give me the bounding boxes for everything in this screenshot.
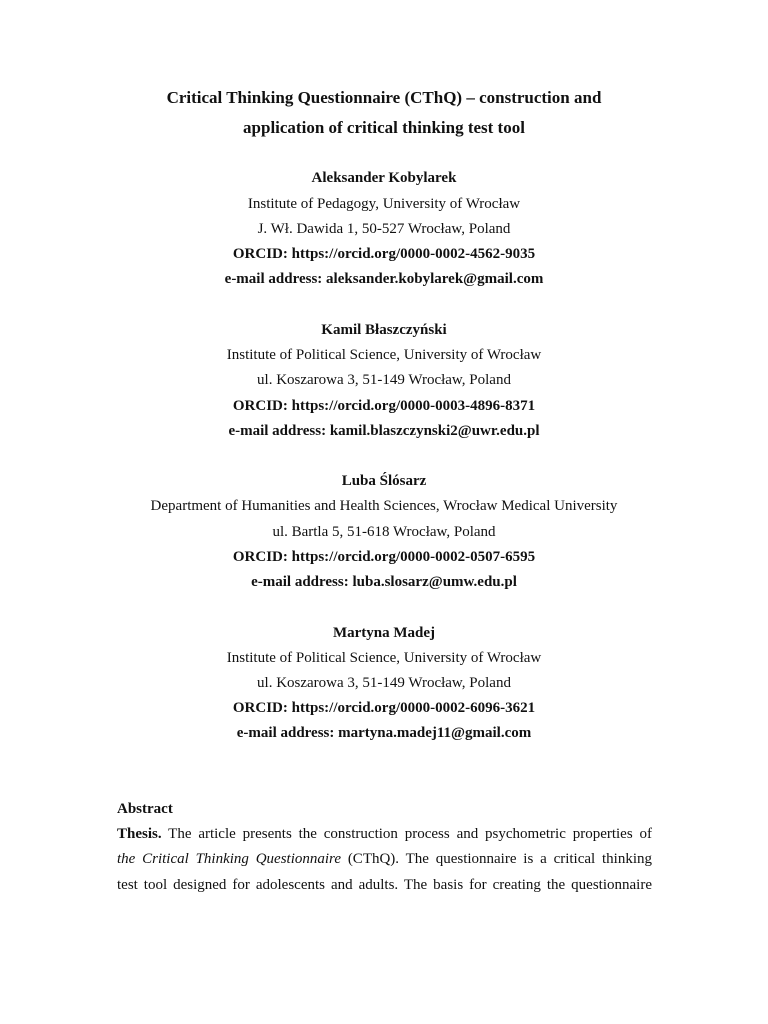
abstract-line (117, 848, 652, 870)
author-orcid: ORCID: https://orcid.org/0000-0002-6096-3621 (232, 700, 536, 716)
author-name: Aleksander Kobylarek (311, 170, 457, 186)
author-email: e-mail address: martyna.madej11@gmail.com (236, 725, 532, 741)
author-orcid: ORCID: https://orcid.org/0000-0002-0507-6595 (232, 549, 536, 565)
questionnaire-title: the Critical Thinking Questionnaire (117, 851, 341, 867)
author-affiliation: Institute of Political Science, University of Wrocław (226, 650, 542, 666)
author-email: e-mail address: aleksander.kobylarek@gmail.com (224, 271, 544, 287)
author-orcid: ORCID: https://orcid.org/0000-0002-4562-9035 (232, 246, 536, 262)
author-address: ul. Bartla 5, 51-618 Wrocław, Poland (272, 524, 496, 540)
author-orcid: ORCID: https://orcid.org/0000-0003-4896-8371 (232, 398, 536, 414)
paper-title-line-2: application of critical thinking test tool (243, 118, 525, 137)
author-address: ul. Koszarowa 3, 51-149 Wrocław, Poland (257, 675, 511, 691)
abstract-line (117, 823, 652, 845)
author-name: Luba Ślósarz (341, 473, 427, 489)
abstract-heading: Abstract (117, 801, 173, 817)
author-name: Martyna Madej (332, 625, 436, 641)
abstract-text: The article presents the construction process and psychometric properties of (168, 826, 652, 842)
abstract-line: test tool designed for adolescents and adults. The basis for creating the questionnaire (117, 877, 652, 893)
abstract-text: (CThQ). The questionnaire is a critical thinking (347, 851, 653, 867)
author-address: J. Wł. Dawida 1, 50-527 Wrocław, Poland (257, 221, 511, 237)
author-name: Kamil Błaszczyński (321, 322, 447, 338)
author-affiliation: Institute of Pedagogy, University of Wrocław (247, 196, 521, 212)
author-email: e-mail address: luba.slosarz@umw.edu.pl (251, 574, 517, 590)
thesis-label: Thesis. (117, 826, 162, 842)
author-affiliation: Department of Humanities and Health Sciences, Wrocław Medical University (150, 498, 618, 514)
author-affiliation: Institute of Political Science, University of Wrocław (226, 347, 542, 363)
paper-title-line-1: Critical Thinking Questionnaire (CThQ) – construction and (166, 88, 602, 107)
author-email: e-mail address: kamil.blaszczynski2@uwr.edu.pl (228, 423, 540, 439)
author-address: ul. Koszarowa 3, 51-149 Wrocław, Poland (257, 372, 511, 388)
